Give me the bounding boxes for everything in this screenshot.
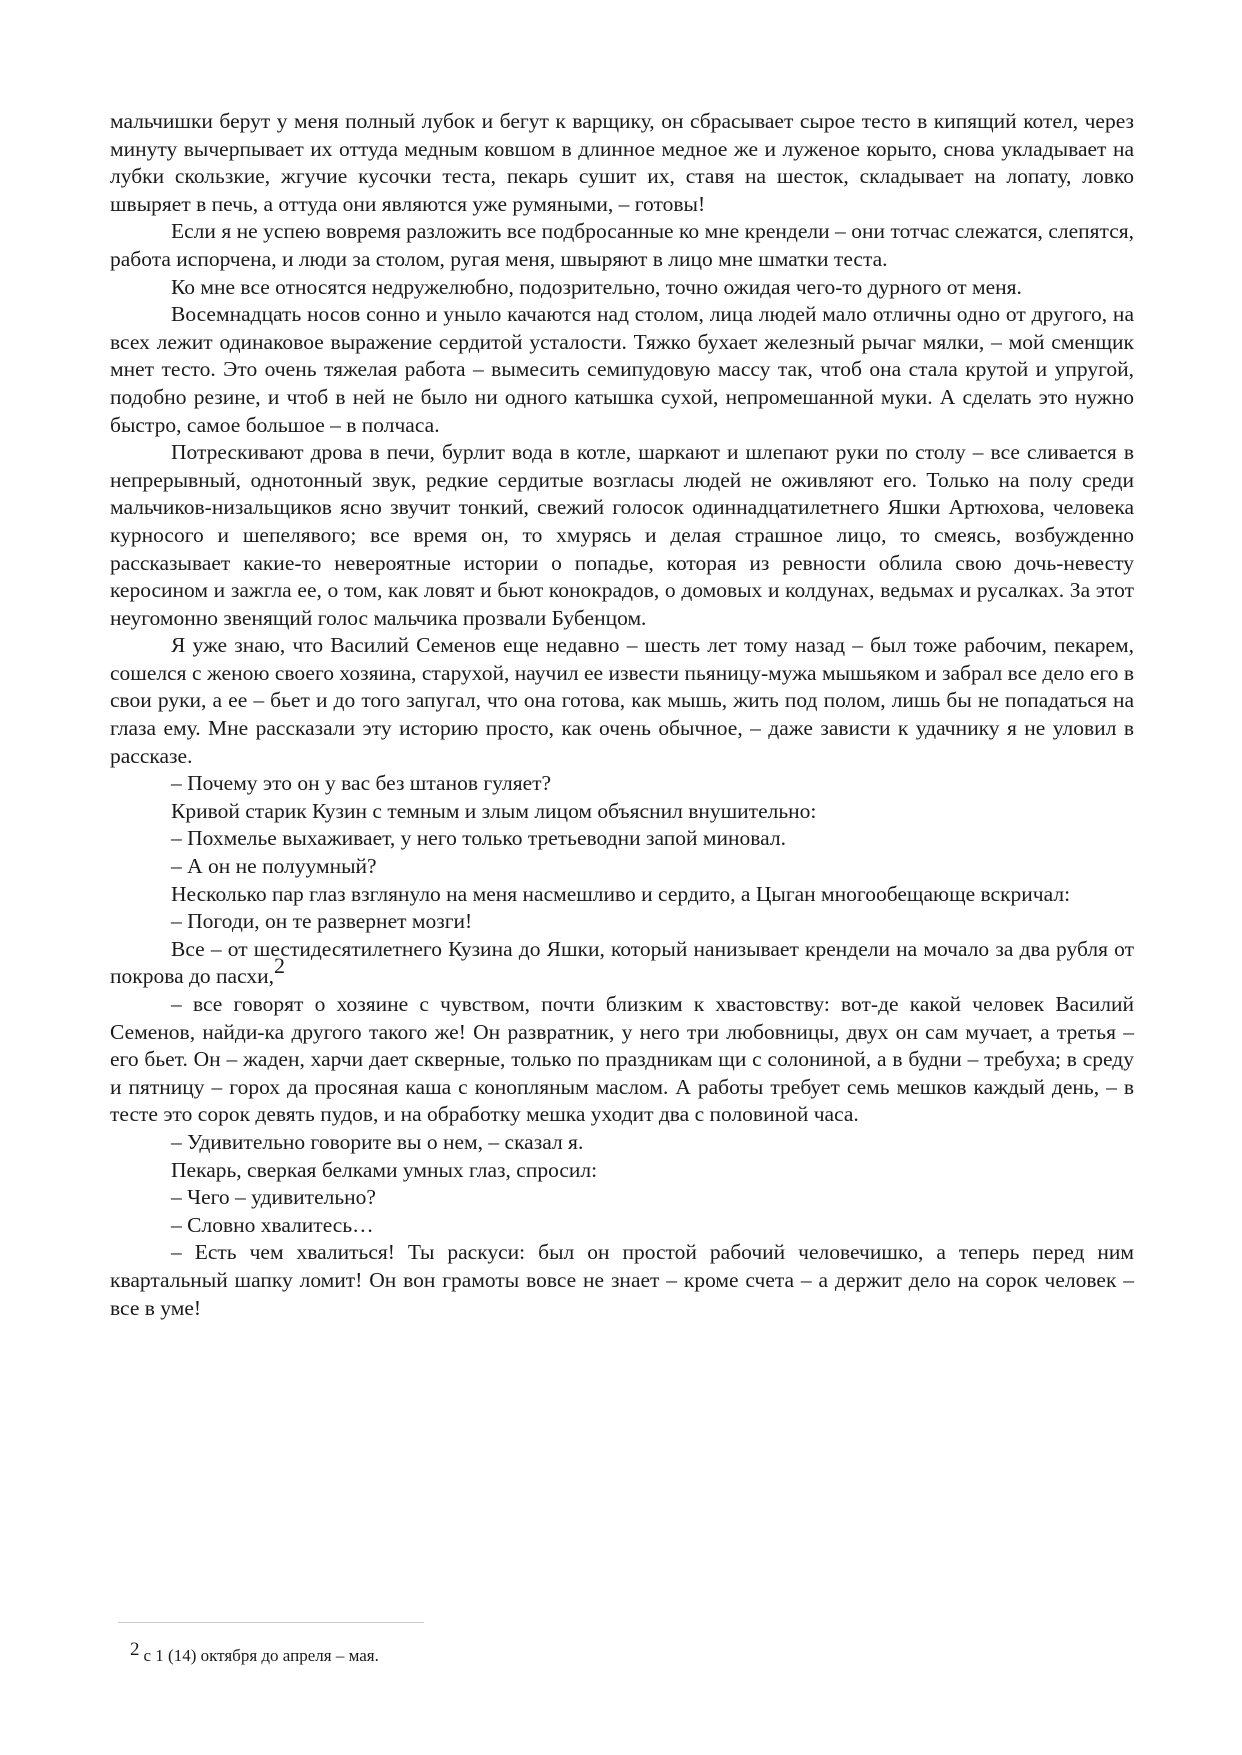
- footnote-divider: [118, 1622, 424, 1623]
- footnote-reference[interactable]: 2: [274, 953, 285, 979]
- dialogue-line: – Удивительно говорите вы о нем, – сказал я.: [171, 1129, 584, 1154]
- footnote-number: 2: [130, 1639, 140, 1660]
- dialogue-line: – Словно хвалитесь…: [171, 1212, 374, 1237]
- paragraph-with-footnote: [110, 936, 1134, 991]
- dialogue-line: – Похмелье выхаживает, у него только третьеводни запой миновал.: [171, 826, 786, 851]
- paragraph: Несколько пар глаз взглянуло на меня насмешливо и сердито, а Цыган многообещающе вскричал:: [171, 881, 1071, 906]
- dialogue-line: – Чего – удивительно?: [171, 1185, 376, 1210]
- paragraph: Пекарь, сверкая белками умных глаз, спросил:: [171, 1157, 598, 1182]
- paragraph: мальчишки берут у меня полный лубок и бегут к варщику, он сбрасывает сырое тесто в кипящий котел, через минуту вычерпывает их оттуда медным ковшом в длинное медное же и луженое корыто, снова укладывает на лубки скользкие, жгучие кусочки теста, пекарь сушит их, ставя на шесток, складывает на лопату, ловко швыряет в печь, а оттуда они являются уже румяными, – готовы!: [110, 109, 1134, 216]
- paragraph-text: Все – от шестидесятилетнего Кузина до Яшки, который нанизывает крендели на мочало за два рубля от покрова до пасхи,: [110, 936, 1134, 989]
- paragraph: Если я не успею вовремя разложить все подбросанные ко мне крендели – они тотчас слежатся, слепятся, работа испорчена, и люди за столом, ругая меня, швыряют в лицо мне шматки теста.: [110, 219, 1134, 271]
- paragraph: – все говорят о хозяине с чувством, почти близким к хвастовству: вот-де какой человек Василий Семенов, найди-ка другого такого же! Он развратник, у него три любовницы, двух он сам мучает, а третья – его бьет. Он – жаден, харчи дает скверные, только по праздникам щи с солониной, а в будни – требуха; в среду и пятницу – горох да просяная каша с конопляным маслом. А работы требует семь мешков каждый день, – в тесте это сорок девять пудов, и на обработку мешка уходит два с половиной часа.: [110, 992, 1134, 1127]
- body-text: [110, 108, 1134, 1322]
- paragraph: Я уже знаю, что Василий Семенов еще недавно – шесть лет тому назад – был тоже рабочим, пекарем, сошелся с женою своего хозяина, старухой, научил ее извести пьяницу-мужа мышьяком и забрал все дело его в свои руки, а ее – бьет и до того запугал, что она готова, как мышь, жить под полом, лишь бы не попадаться на глаза ему. Мне рассказали эту историю просто, как очень обычное, – даже зависти к удачнику я не уловил в рассказе.: [110, 633, 1134, 768]
- paragraph: Ко мне все относятся недружелюбно, подозрительно, точно ожидая чего-то дурного от меня.: [171, 274, 1022, 299]
- dialogue-line: – Есть чем хвалиться! Ты раскуси: был он простой рабочий человечишко, а теперь перед ним квартальный шапку ломит! Он вон грамоты вовсе не знает – кроме счета – а держит дело на сорок человек – все в уме!: [110, 1240, 1134, 1320]
- dialogue-line: – Погоди, он те развернет мозги!: [171, 909, 473, 934]
- paragraph: Кривой старик Кузин с темным и злым лицом объяснил внушительно:: [171, 798, 817, 823]
- footnote: [130, 1638, 1030, 1668]
- paragraph: Восемнадцать носов сонно и уныло качаются над столом, лица людей мало отличны одно от другого, на всех лежит одинаковое выражение сердитой усталости. Тяжко бухает железный рычаг мялки, – мой сменщик мнет тесто. Это очень тяжелая работа – вымесить семипудовую массу так, чтоб она стала крутой и упругой, подобно резине, и чтоб в ней не было ни одного катышка сухой, непромешанной муки. А сделать это нужно быстро, самое большое – в полчаса.: [110, 302, 1134, 437]
- dialogue-line: – Почему это он у вас без штанов гуляет?: [171, 771, 552, 796]
- paragraph: Потрескивают дрова в печи, бурлит вода в котле, шаркают и шлепают руки по столу – все сливается в непрерывный, однотонный звук, редкие сердитые возгласы людей не оживляют его. Только на полу среди мальчиков-низальщиков ясно звучит тонкий, свежий голосок одиннадцатилетнего Яшки Артюхова, человека курносого и шепелявого; все время он, то хмурясь и делая страшное лицо, то смеясь, возбужденно рассказывает какие-то невероятные истории о попадье, которая из ревности облила свою дочь-невесту керосином и зажгла ее, о том, как ловят и бьют конокрадов, о домовых и колдунах, ведьмах и русалках. За этот неугомонно звенящий голос мальчика прозвали Бубенцом.: [110, 440, 1134, 630]
- dialogue-line: – А он не полуумный?: [171, 854, 377, 879]
- footnote-text: с 1 (14) октября до апреля – мая.: [143, 1646, 379, 1665]
